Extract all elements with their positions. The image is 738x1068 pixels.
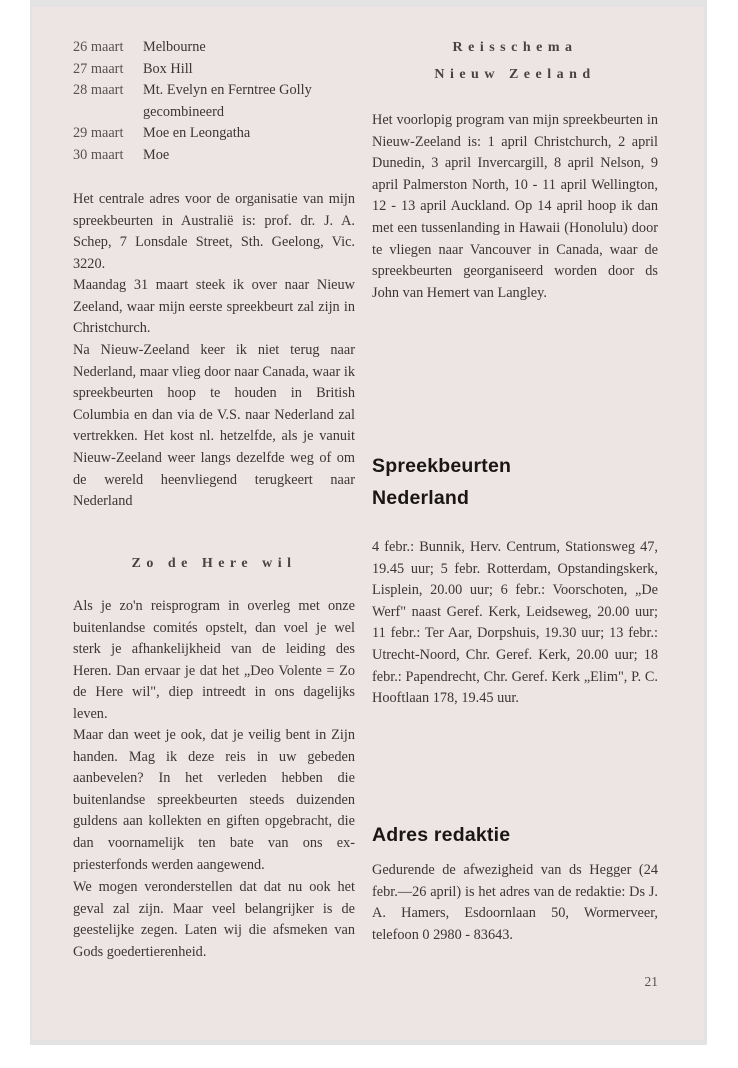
schedule-row (73, 123, 355, 145)
section-heading-block (73, 556, 355, 572)
paragraph-nz-program: Het voorlopig program van mijn spreekbeurten in Nieuw-Zeeland is: 1 april Christchurch, 2 april Dunedin, 3 april Invercargill, 8 april Nelson, 9 april Palmerston North, 10 - 11 april Wellington, 12 - 13 april Auckland. Op 14 april hoop ik dan met een tussenlanding in Hawaii (Honolulu) door te vliegen naar Vancouver in Canada, waar de spreekbeurten georganiseerd worden door ds John van Hemert van Langley. (372, 112, 658, 301)
section-paragraph-1 (73, 596, 355, 726)
schedule-place: Mt. Evelyn en Ferntree Golly gecombineerd (143, 82, 312, 120)
section-paragraph-3 (73, 877, 355, 963)
heading-adres-redaktie: Adres redaktie (372, 824, 511, 846)
address-block (372, 860, 658, 946)
page-number: 21 (644, 974, 658, 989)
reisschema-heading (372, 40, 658, 83)
schedule-row (73, 37, 355, 59)
spreekbeurten-heading-block (372, 450, 658, 514)
australia-schedule (73, 37, 355, 167)
schedule-date: 28 maart (73, 82, 124, 99)
schedule-row (73, 145, 355, 167)
schedule-date: 29 maart (73, 125, 124, 142)
australia-address-block (73, 189, 355, 275)
title-nieuw-zeeland: Nieuw Zeeland (434, 67, 596, 82)
heading-nederland: Nederland (372, 487, 470, 509)
address-heading-block (372, 819, 658, 851)
paragraph-nl-schedule: 4 febr.: Bunnik, Herv. Centrum, Stationsweg 47, 19.45 uur; 5 febr. Rotterdam, Opstandingskerk, Lisplein, 20.00 uur; 6 febr.: Voorschoten, „De Werf" naast Geref. Kerk, Leidseweg, 20.00 uur; 11 febr.: Ter Aar, Dorpshuis, 19.30 uur; 13 febr.: Utrecht-Noord, Chr. Geref. Kerk, 20.00 uur; 18 febr.: Papendrecht, Chr. Geref. Kerk „Elim", P. C. Hooftlaan 178, 19.45 uur. (372, 539, 658, 707)
schedule-date: 30 maart (73, 146, 124, 163)
paragraph-central-address: Het centrale adres voor de organisatie van mijn spreekbeurten in Australië is: prof. dr. J. A. Schep, 7 Lonsdale Street, Sth. Geelong, Vic. 3220. (73, 191, 355, 272)
section-title-zo-de-here-wil: Zo de Here wil (131, 556, 297, 571)
paragraph-deo-volente: Als je zo'n reisprogram in overleg met onze buitenlandse comités opstelt, dan voel je wel sterk je afhankelijkheid van de leiding des Heren. Dan ervaar je dat het „Deo Volente = Zo de Here wil", diep intreedt in ons dagelijks leven. (73, 598, 355, 722)
schedule-place: Melbourne (143, 39, 206, 55)
crossing-block (73, 275, 355, 340)
title-reisschema: Reisschema (452, 40, 578, 55)
schedule-date: 26 maart (73, 39, 124, 55)
paragraph-blessing: We mogen veronderstellen dat dat nu ook het geval zal zijn. Maar veel belangrijker is de geestelijke zegen. Laten wij die afsmeken van Gods goedertierenheid. (73, 879, 355, 960)
schedule-place: Box Hill (143, 60, 193, 77)
schedule-date: 27 maart (73, 60, 124, 77)
magazine-page (32, 7, 704, 1040)
canada-block (73, 340, 355, 513)
nz-program-block (372, 110, 658, 304)
schedule-place: Moe (143, 146, 170, 163)
heading-spreekbeurten: Spreekbeurten (372, 455, 512, 477)
section-paragraph-2 (73, 725, 355, 876)
paragraph-canada: Na Nieuw-Zeeland keer ik niet terug naar Nederland, maar vlieg door naar Canada, waar ik spreekbeurten hoop te houden in British Columbia en dan via de V.S. naar Nederland zal vertrekken. Het kost nl. hetzelfde, als je vanuit Nieuw-Zeeland weer langs dezelfde weg of om de wereld heenvliegend terugkeert naar Nederland (73, 342, 355, 510)
schedule-place: Moe en Leongatha (143, 125, 251, 142)
paragraph-crossing: Maandag 31 maart steek ik over naar Nieuw Zeeland, waar mijn eerste spreekbeurt zal zijn in Christchurch. (73, 277, 355, 337)
schedule-row (73, 80, 355, 123)
paragraph-editorial-address: Gedurende de afwezigheid van ds Hegger (24 febr.—26 april) is het adres van de redaktie: Ds J. A. Hamers, Esdoornlaan 50, Wormerveer, telefoon 0 2980 - 83643. (372, 862, 658, 943)
paragraph-prayer: Maar dan weet je ook, dat je veilig bent in Zijn handen. Mag ik deze reis in uw gebeden aanbevelen? In het verleden hebben die buitenlandse spreekbeurten steeds duizenden guldens aan kollekten en giften opgebracht, die dan voornamelijk ten bate van ons ex-priesterfonds werden aangewend. (73, 727, 355, 873)
nl-schedule-block (372, 537, 658, 710)
schedule-row (73, 59, 355, 81)
